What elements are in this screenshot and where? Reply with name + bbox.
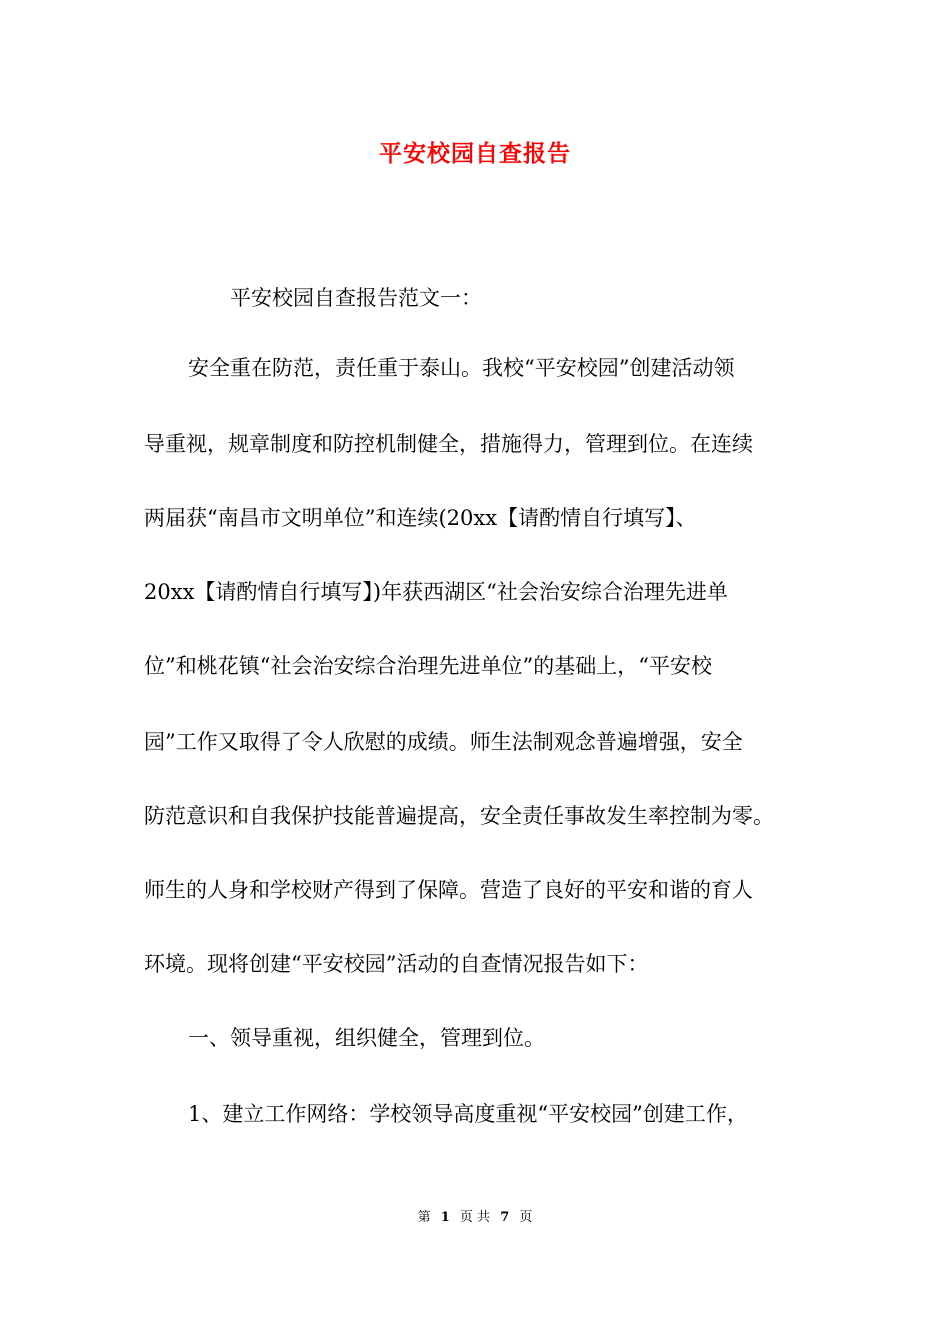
paragraph-line: 两届获“南昌市文明单位”和连续(20xx【请酌情自行填写】、: [144, 506, 697, 530]
section-heading-one: 一、领导重视，组织健全，管理到位。: [188, 1026, 545, 1050]
paragraph-line: 园”工作又取得了令人欣慰的成绩。师生法制观念普遍增强，安全: [144, 730, 743, 754]
footer-prefix: 第: [417, 1210, 431, 1225]
paragraph-line: 20xx【请酌情自行填写】)年获西湖区“社会治安综合治理先进单: [144, 580, 728, 604]
paragraph-line: 安全重在防范，责任重于泰山。我校“平安校园”创建活动领: [188, 356, 735, 380]
footer-suffix: 页: [519, 1210, 533, 1225]
section-heading-example-one: 平安校园自查报告范文一：: [230, 286, 482, 310]
paragraph-line: 导重视，规章制度和防控机制健全，措施得力，管理到位。在连续: [144, 432, 753, 456]
paragraph-line: 防范意识和自我保护技能普遍提高，安全责任事故发生率控制为零。: [144, 804, 774, 828]
paragraph-line: 位”和桃花镇“社会治安综合治理先进单位”的基础上，“平安校: [144, 654, 712, 678]
page-footer: [0, 1208, 950, 1228]
document-title: 平安校园自查报告: [379, 140, 571, 167]
paragraph-line: 1、建立工作网络：学校领导高度重视“平安校园”创建工作，: [188, 1102, 748, 1126]
paragraph-line: 师生的人身和学校财产得到了保障。营造了良好的平安和谐的育人: [144, 878, 753, 902]
footer-middle: 页 共: [459, 1210, 491, 1225]
paragraph-line: 环境。现将创建“平安校园”活动的自查情况报告如下：: [144, 952, 649, 976]
current-page-number: 1: [440, 1210, 450, 1225]
total-pages-number: 7: [500, 1210, 510, 1225]
